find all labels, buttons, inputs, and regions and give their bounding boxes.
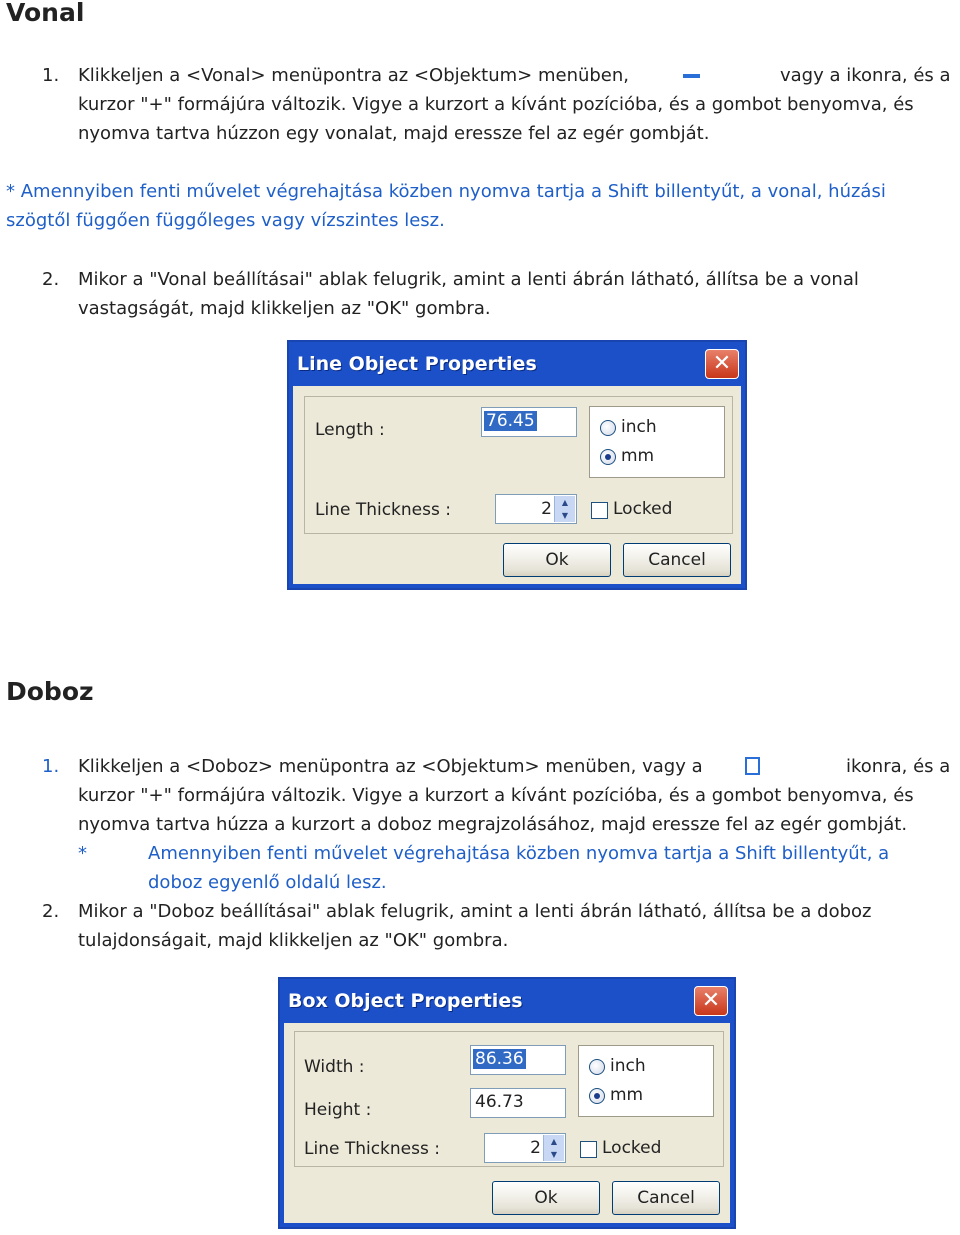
inch-radio[interactable] (600, 420, 616, 436)
step1-line3: nyomva tartva húzzon egy vonalat, majd eressze fel az egér gombját. (78, 123, 710, 144)
line-thickness-label: Line Thickness : (304, 1139, 440, 1159)
chevron-up-icon: ▲ (561, 498, 569, 507)
locked-label: Locked (613, 499, 673, 519)
chevron-down-icon: ▼ (561, 511, 569, 520)
unit-radio-group (589, 406, 725, 478)
dialog-title: Box Object Properties (288, 990, 523, 1012)
inch-label: inch (621, 417, 657, 437)
box-object-properties-dialog (278, 977, 736, 1229)
locked-label: Locked (602, 1138, 662, 1158)
step1-line2: kurzor "+" formájúra változik. Vigye a kurzort a kívánt pozícióba, és a gombot benyomva, és (78, 94, 914, 115)
length-label: Length : (315, 420, 385, 440)
close-icon: ✕ (701, 988, 721, 1013)
line-thickness-label: Line Thickness : (315, 500, 451, 520)
section-title-line: Vonal (6, 0, 85, 27)
mm-radio[interactable] (589, 1088, 605, 1104)
box-step1-line3: nyomva tartva húzza a kurzort a doboz megrajzolásához, majd eressze fel az egér gombját. (78, 814, 908, 835)
line-tool-icon (683, 74, 700, 78)
note-star: * (78, 843, 87, 864)
spinner-arrows[interactable] (543, 1135, 564, 1161)
step2-line1: Mikor a "Vonal beállításai" ablak felugrik, amint a lenti ábrán látható, állítsa be a vonal (78, 269, 859, 290)
step-number: 1. (42, 65, 60, 86)
spinner-arrows[interactable] (554, 496, 575, 522)
height-label: Height : (304, 1100, 372, 1120)
length-input[interactable] (481, 407, 577, 437)
locked-checkbox[interactable] (591, 502, 608, 519)
width-label: Width : (304, 1057, 365, 1077)
inch-label: inch (610, 1056, 646, 1076)
box-step2-line2: tulajdonságait, majd klikkeljen az "OK" gombra. (78, 930, 509, 951)
unit-radio-group (578, 1045, 714, 1117)
step-number: 2. (42, 901, 60, 922)
close-button[interactable] (694, 986, 728, 1016)
width-input[interactable] (470, 1045, 566, 1075)
chevron-up-icon: ▲ (550, 1137, 558, 1146)
mm-label: mm (610, 1085, 644, 1105)
thickness-value: 2 (530, 1138, 541, 1158)
inch-radio[interactable] (589, 1059, 605, 1075)
dialog-title: Line Object Properties (297, 353, 537, 375)
height-value: 46.73 (475, 1092, 524, 1112)
chevron-down-icon: ▼ (550, 1150, 558, 1159)
step2-line2: vastagságát, majd klikkeljen az "OK" gombra. (78, 298, 491, 319)
step1-line1: Klikkeljen a <Vonal> menüpontra az <Objektum> menüben, (78, 65, 630, 86)
mm-label: mm (621, 446, 655, 466)
step-number: 1. (42, 756, 60, 777)
box-step1-line2: kurzor "+" formájúra változik. Vigye a kurzort a kívánt pozícióba, és a gombot benyomva, és (78, 785, 914, 806)
step1-line1-end: vagy a ikonra, és a (780, 65, 951, 86)
dialog-body (284, 1023, 730, 1223)
mm-radio[interactable] (600, 449, 616, 465)
height-input[interactable] (470, 1088, 566, 1118)
cancel-button[interactable]: Cancel (623, 543, 731, 577)
box-step1-line1-end: ikonra, és a (846, 756, 951, 777)
box-shift-note-line1: Amennyiben fenti művelet végrehajtása közben nyomva tartja a Shift billentyűt, a (148, 843, 890, 864)
shift-note-line1: * Amennyiben fenti művelet végrehajtása közben nyomva tartja a Shift billentyűt, a vonal, húzási (6, 181, 886, 202)
close-icon: ✕ (712, 351, 732, 376)
locked-checkbox[interactable] (580, 1141, 597, 1158)
length-value: 76.45 (486, 411, 535, 431)
cancel-button[interactable]: Cancel (612, 1181, 720, 1215)
close-button[interactable] (705, 349, 739, 379)
line-thickness-spinner[interactable] (484, 1133, 566, 1163)
section-title-box: Doboz (6, 677, 94, 706)
ok-button[interactable]: Ok (503, 543, 611, 577)
thickness-value: 2 (541, 499, 552, 519)
line-object-properties-dialog (287, 340, 747, 590)
box-step1-line1: Klikkeljen a <Doboz> menüpontra az <Objektum> menüben, vagy a (78, 756, 703, 777)
ok-button[interactable]: Ok (492, 1181, 600, 1215)
shift-note-line2: szögtől függően függőleges vagy vízszintes lesz. (6, 210, 445, 231)
box-tool-icon (745, 757, 760, 775)
box-step2-line1: Mikor a "Doboz beállításai" ablak felugrik, amint a lenti ábrán látható, állítsa be a doboz (78, 901, 872, 922)
width-value: 86.36 (475, 1049, 524, 1069)
step-number: 2. (42, 269, 60, 290)
line-thickness-spinner[interactable] (495, 494, 577, 524)
dialog-body (293, 386, 741, 584)
box-shift-note-line2: doboz egyenlő oldalú lesz. (148, 872, 387, 893)
